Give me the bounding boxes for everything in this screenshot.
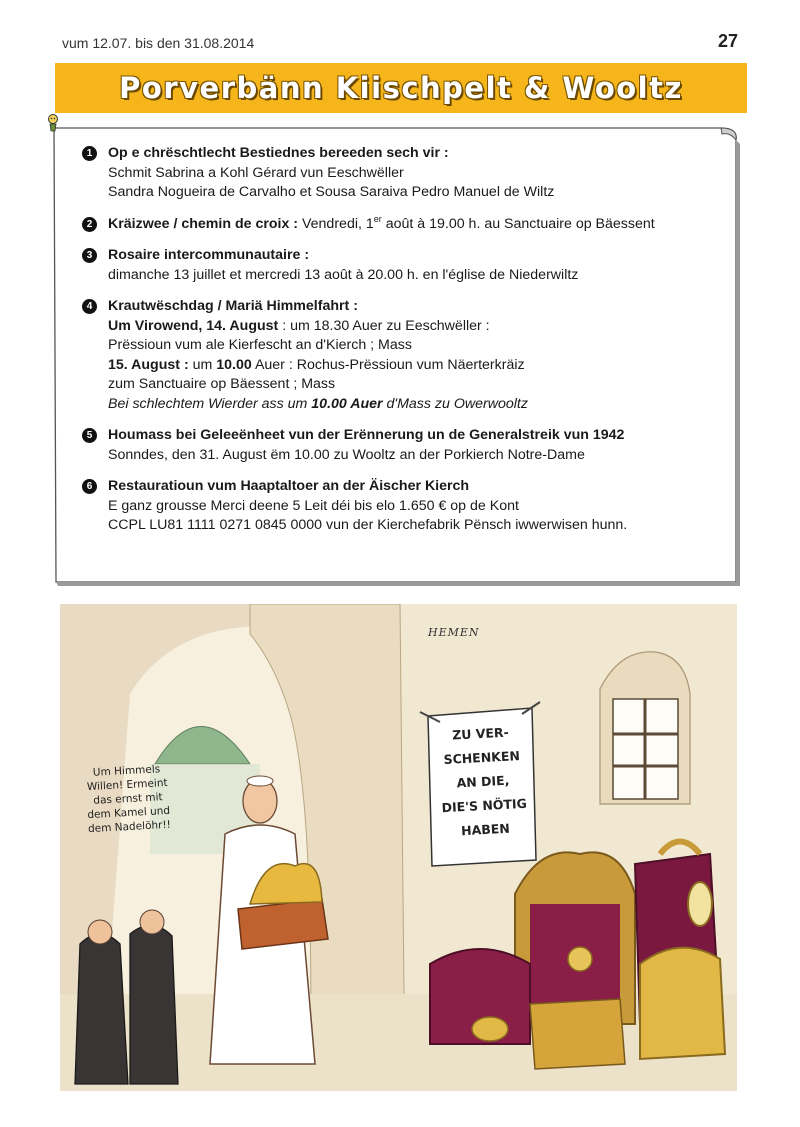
item-title: Restauratioun vum Haaptaltoer an der Äischer Kierch [108, 478, 470, 494]
item-text: août à 19.00 h. au Sanctuaire op Bäessent [381, 215, 655, 232]
item-text-bold: 10.00 Auer [311, 395, 383, 412]
speech-line: dem Nadelöhr!! [87, 818, 172, 836]
item-text: zum Sanctuaire op Bäessent ; Mass [108, 376, 336, 392]
speech-line: Willen! Ermeint [86, 776, 168, 794]
item-title: Kräizwee / chemin de croix : [108, 215, 299, 232]
item-text: : um 18.30 Auer zu Eeschwëller : [278, 317, 490, 334]
speech-bubble [66, 761, 189, 837]
item-title: Krautwëschdag / Mariä Himmelfahrt : [108, 298, 358, 314]
speech-line: das ernst mit [93, 791, 163, 807]
item-text: Schmit Sabrina a Kohl Gérard vun Eeschwëller [108, 164, 404, 181]
item-text: Sandra Nogueira de Carvalho et Sousa Saraiva Pedro Manuel de Wiltz [108, 184, 555, 200]
artist-signature: HEMEN [428, 626, 480, 639]
mascot-icon [45, 113, 61, 133]
list-item [82, 297, 732, 414]
list-item [82, 215, 732, 235]
item-text: Vendredi, 1 [298, 215, 374, 232]
superscript: er [373, 213, 382, 224]
item-text-bold: 10.00 [216, 356, 252, 373]
item-title: Houmass bei Geleeënheet vun der Erënnerung un de Generalstreik vun 1942 [108, 427, 625, 443]
list-item [82, 426, 732, 465]
speech-line: Um Himmels [92, 763, 161, 779]
item-text: Auer : Rochus-Prëssioun vum Näerterkräiz [251, 356, 525, 373]
item-text: d'Mass zu Owerwooltz [382, 395, 528, 412]
cartoon-drawing [60, 604, 737, 1091]
item-text-bold: 15. August : [108, 356, 189, 373]
sign-line: ZU VER- [451, 724, 510, 743]
title-banner [55, 63, 747, 113]
page-number: 27 [717, 31, 738, 51]
item-text-bold: Um Virowend, 14. August [108, 317, 279, 334]
item-text: CCPL LU81 1111 0271 0845 0000 vun der Kierchefabrik Pënsch iwwerwisen hunn. [108, 517, 628, 533]
item-text: um [188, 356, 217, 373]
banner-title: Porverbänn Kiischpelt & Wooltz [119, 71, 683, 105]
item-title: Op e chrëschtlecht Bestiednes bereeden sech vir : [108, 145, 449, 161]
header-date-range: vum 12.07. bis den 31.08.2014 [62, 35, 255, 51]
sign-line: DIE'S NÖTIG [441, 795, 528, 816]
sign-board-text [429, 719, 537, 844]
sign-line: AN DIE, [456, 772, 510, 791]
number-badge: 6 [82, 479, 97, 494]
list-item [82, 246, 732, 285]
number-badge: 4 [82, 299, 97, 314]
cartoon-illustration [60, 604, 737, 1091]
number-badge: 2 [82, 217, 97, 232]
speech-line: dem Kamel und [87, 804, 171, 822]
item-text: Bei schlechtem Wierder ass um [108, 395, 312, 412]
item-title: Rosaire intercommunautaire : [108, 247, 310, 263]
item-text: dimanche 13 juillet et mercredi 13 août à 20.00 h. en l'église de Niederwiltz [108, 266, 579, 283]
announcement-list [82, 144, 732, 548]
list-item [82, 477, 732, 536]
number-badge: 3 [82, 248, 97, 263]
number-badge: 1 [82, 146, 97, 161]
list-item [82, 144, 732, 203]
sign-line: SCHENKEN [443, 748, 521, 768]
sign-line: HABEN [460, 820, 511, 839]
item-text: Prëssioun vum ale Kierfescht an d'Kierch ; Mass [108, 337, 412, 353]
item-text: Sonndes, den 31. August ëm 10.00 zu Wooltz an der Porkierch Notre-Dame [108, 446, 585, 463]
number-badge: 5 [82, 428, 97, 443]
item-text: E ganz grousse Merci deene 5 Leit déi bis elo 1.650 € op de Kont [108, 497, 519, 514]
